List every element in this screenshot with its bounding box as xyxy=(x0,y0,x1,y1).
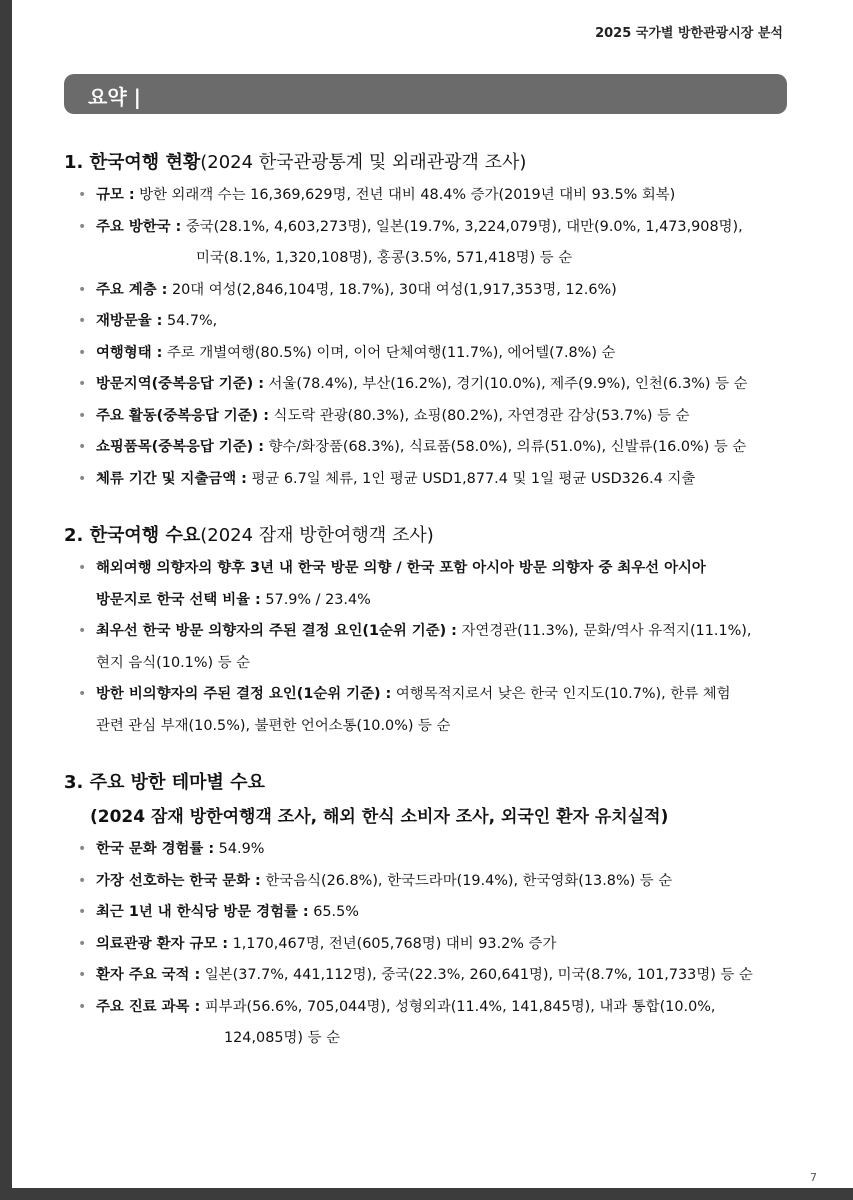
bullet-icon: • xyxy=(78,313,87,329)
bullet-icon: • xyxy=(78,623,87,639)
document-header-title: 2025 국가별 방한관광시장 분석 xyxy=(595,26,783,41)
list-item: • 주요 진료 과목 : 피부과(56.6%, 705,044명), 성형외과(11.4%, 141,845명), 내과 통합(10.0%, 124,085명) 등 순 xyxy=(64,992,789,1055)
list-item: • 환자 주요 국적 : 일본(37.7%, 441,112명), 중국(22.3%, 260,641명), 미국(8.7%, 101,733명) 등 순 xyxy=(64,960,789,992)
list-item: • 주요 방한국 : 중국(28.1%, 4,603,273명), 일본(19.7%, 3,224,079명), 대만(9.0%, 1,473,908명), 미국(8.1%, 1,320,108명), 홍콩(3.5%, 571,418명) 등 순 xyxy=(64,212,789,275)
list-item: • 재방문율 : 54.7%, xyxy=(64,306,789,338)
list-item: • 체류 기간 및 지출금액 : 평균 6.7일 체류, 1인 평균 USD1,877.4 및 1일 평균 USD326.4 지출 xyxy=(64,464,789,496)
bullet-icon: • xyxy=(78,344,87,361)
bullet-icon: • xyxy=(78,560,87,576)
list-item: • 해외여행 의향자의 향후 3년 내 한국 방문 의향 / 한국 포함 아시아 방문 의향자 중 최우선 아시아 방문지로 한국 선택 비율 : 57.9% / 23.4% xyxy=(64,553,789,616)
list-item: • 여행형태 : 주로 개별여행(80.5%) 이며, 이어 단체여행(11.7%), 에어텔(7.8%) 순 xyxy=(64,338,789,370)
list-item: • 주요 계층 : 20대 여성(2,846,104명, 18.7%), 30대 여성(1,917,353명, 12.6%) xyxy=(64,275,789,307)
bullet-icon: • xyxy=(78,376,87,392)
list-item: • 주요 활동(중복응답 기준) : 식도락 관광(80.3%), 쇼핑(80.2%), 자연경관 감상(53.7%) 등 순 xyxy=(64,401,789,433)
list-item: • 의료관광 환자 규모 : 1,170,467명, 전년(605,768명) 대비 93.2% 증가 xyxy=(64,929,789,961)
bullet-icon: • xyxy=(78,470,87,487)
section-title: 3. 주요 방한 테마별 수요 xyxy=(64,772,265,793)
bullet-icon: • xyxy=(78,686,87,702)
list-item: • 한국 문화 경험률 : 54.9% xyxy=(64,834,789,866)
bullet-icon: • xyxy=(78,407,87,424)
list-item: • 방문지역(중복응답 기준) : 서울(78.4%), 부산(16.2%), 경기(10.0%), 제주(9.9%), 인천(6.3%) 등 순 xyxy=(64,369,789,401)
summary-banner xyxy=(64,74,787,114)
section-subtitle: (2024 잠재 방한여행객 조사, 해외 한식 소비자 조사, 외국인 환자 유치실적) xyxy=(90,807,669,827)
page-number: 7 xyxy=(810,1171,817,1184)
page-frame-left xyxy=(0,0,12,1200)
bullet-icon: • xyxy=(78,998,87,1015)
summary-banner-label: 요약 | xyxy=(88,85,141,109)
section-title: 1. 한국여행 현황(2024 한국관광통계 및 외래관광객 조사) xyxy=(64,152,527,173)
bullet-icon: • xyxy=(78,967,87,983)
page-frame-bottom xyxy=(0,1188,853,1200)
bullet-icon: • xyxy=(78,281,87,298)
bullet-icon: • xyxy=(78,904,87,920)
list-item: • 쇼핑품목(중복응답 기준) : 향수/화장품(68.3%), 식료품(58.0%), 의류(51.0%), 신발류(16.0%) 등 순 xyxy=(64,432,789,464)
list-item: • 규모 : 방한 외래객 수는 16,369,629명, 전년 대비 48.4% 증가(2019년 대비 93.5% 회복) xyxy=(64,180,789,212)
list-item: • 최우선 한국 방문 의향자의 주된 결정 요인(1순위 기준) : 자연경관(11.3%), 문화/역사 유적지(11.1%), 현지 음식(10.1%) 등 순 xyxy=(64,616,789,679)
list-item: • 방한 비의향자의 주된 결정 요인(1순위 기준) : 여행목적지로서 낮은 한국 인지도(10.7%), 한류 체험 관련 관심 부재(10.5%), 불편한 언어소통(10.0%) 등 순 xyxy=(64,679,789,742)
section-title: 2. 한국여행 수요(2024 잠재 방한여행객 조사) xyxy=(64,525,434,546)
bullet-icon: • xyxy=(78,218,87,235)
bullet-icon: • xyxy=(78,439,87,455)
bullet-icon: • xyxy=(78,841,87,857)
section-korea-travel-demand xyxy=(64,519,789,742)
bullet-icon: • xyxy=(78,872,87,889)
bullet-icon: • xyxy=(78,935,87,952)
section-korea-travel-status xyxy=(64,146,789,495)
list-item: • 최근 1년 내 한식당 방문 경험률 : 65.5% xyxy=(64,897,789,929)
list-item: • 가장 선호하는 한국 문화 : 한국음식(26.8%), 한국드라마(19.4%), 한국영화(13.8%) 등 순 xyxy=(64,866,789,898)
section-theme-demand xyxy=(64,766,789,1055)
document-body xyxy=(64,146,789,1079)
bullet-icon: • xyxy=(78,187,87,203)
